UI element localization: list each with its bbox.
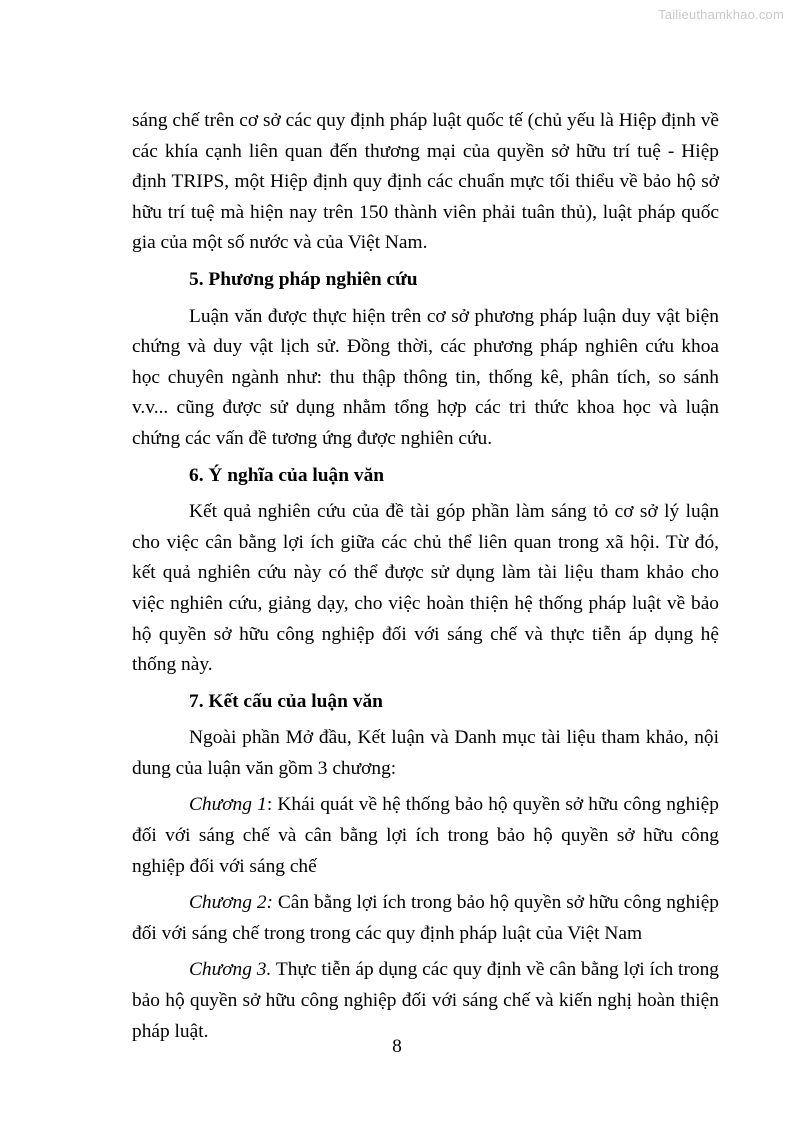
section-heading-methodology: 5. Phương pháp nghiên cứu — [189, 268, 418, 290]
chapter-3-label: Chương 3. — [189, 959, 272, 981]
section-heading-significance: 6. Ý nghĩa của luận văn — [189, 464, 385, 486]
chapter-1-separator: : — [266, 794, 278, 816]
chapter-2-label: Chương 2: — [189, 892, 273, 914]
continued-paragraph: sáng chế trên cơ sở các quy định pháp luật quốc tế (chủ yếu là Hiệp định về các khía cạnh liên quan đến thương mại của quyền sở hữu trí tuệ - Hiệp định TRIPS, một Hiệp định quy định các chuẩn mực tối thiểu về bảo hộ sở hữu trí tuệ mà hiện nay trên 150 thành viên phải tuân thủ), luật pháp quốc gia của một số nước và của Việt Nam. — [132, 110, 719, 254]
section-paragraph-significance: Kết quả nghiên cứu của đề tài góp phần làm sáng tỏ cơ sở lý luận cho việc cân bằng lợi ích giữa các chủ thể liên quan trong xã hội. Từ đó, kết quả nghiên cứu này có thể được sử dụng làm tài liệu tham khảo cho việc nghiên cứu, giảng dạy, cho việc hoàn thiện hệ thống pháp luật về bảo hộ quyền sở hữu công nghiệp đối với sáng chế và thực tiễn áp dụng hệ thống này. — [132, 501, 719, 676]
section-paragraph-methodology: Luận văn được thực hiện trên cơ sở phương pháp luận duy vật biện chứng và duy vật lịch sử. Đồng thời, các phương pháp nghiên cứu khoa học chuyên ngành như: thu thập thông tin, thống kê, phân tích, so sánh v.v... cũng được sử dụng nhằm tổng hợp các tri thức khoa học và luận chứng các vấn đề tương ứng được nghiên cứu. — [132, 305, 719, 449]
section-heading-structure: 7. Kết cấu của luận văn — [189, 690, 383, 712]
chapter-1-text: Khái quát về hệ thống bảo hộ quyền sở hữu công nghiệp đối với sáng chế và cân bằng lợi ích trong bảo hộ quyền sở hữu công nghiệp đối với sáng chế — [132, 794, 719, 877]
chapter-2-text: Cân bằng lợi ích trong bảo hộ quyền sở hữu công nghiệp đối với sáng chế trong trong các quy định pháp luật của Việt Nam — [132, 892, 719, 944]
document-page — [132, 106, 719, 1053]
page-number: 8 — [392, 1036, 402, 1057]
chapter-1-paragraph — [132, 790, 719, 882]
section-paragraph-structure: Ngoài phần Mở đầu, Kết luận và Danh mục tài liệu tham khảo, nội dung của luận văn gồm 3 chương: — [132, 727, 719, 779]
chapter-3-text: Thực tiễn áp dụng các quy định về cân bằng lợi ích trong bảo hộ quyền sở hữu công nghiệp đối với sáng chế và kiến nghị hoàn thiện pháp luật. — [132, 959, 719, 1042]
chapter-1-label: Chương 1 — [189, 794, 267, 816]
watermark: Tailieuthamkhao.com — [658, 7, 784, 22]
chapter-2-paragraph — [132, 888, 719, 949]
chapter-3-paragraph — [132, 955, 719, 1047]
